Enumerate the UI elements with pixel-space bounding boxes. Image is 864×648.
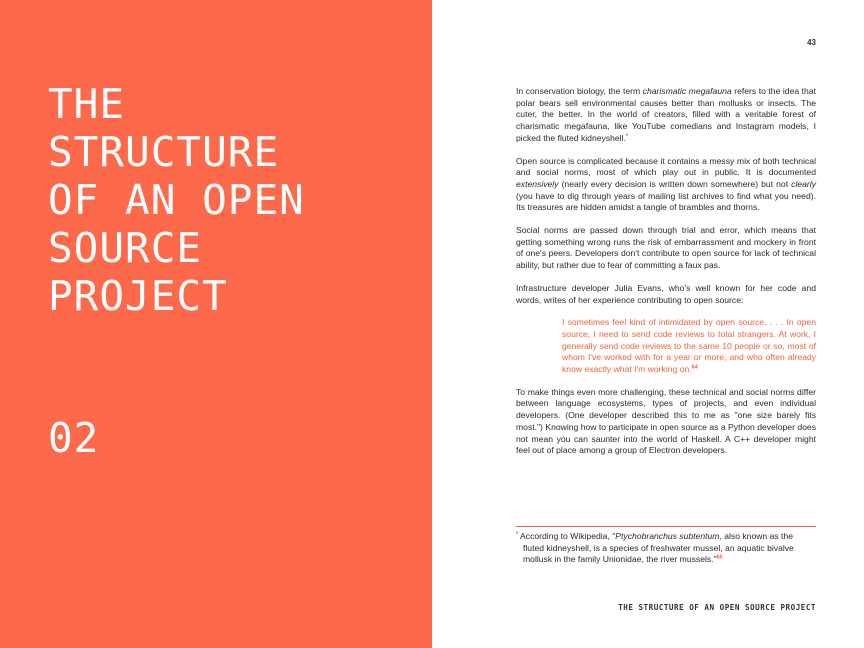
block-quote xyxy=(562,317,816,376)
chapter-title xyxy=(48,80,305,320)
paragraph: Social norms are passed down through trial and error, which means that getting something wrong runs the risk of embarrassment and mockery in front of one's peers. Developers don't contribute to open source for lack of technical ability, but rather due to fear of committing a faux pas. xyxy=(516,225,816,271)
footnote xyxy=(516,531,816,566)
paragraph xyxy=(516,86,816,145)
footnote-mark: * xyxy=(516,531,519,538)
text-run: In conservation biology, the term xyxy=(516,86,643,96)
text-run: (you have to dig through years of mailing list archives to find what you need). Its treasures are hidden amidst a tangle of brambles and thorns. xyxy=(516,190,816,213)
endnote-reference[interactable]: 65 xyxy=(716,554,723,561)
chapter-title-line: PROJECT xyxy=(48,272,228,320)
emphasis-text: charismatic megafauna xyxy=(642,86,732,96)
text-run: , also known as the fluted kidneyshell, is a species of freshwater mussel, an aquatic bivalve mollusk in the family Unionidae, the river mussels." xyxy=(523,531,794,565)
text-run: refers to the idea that polar bears sell environmental causes better than mollusks or insects. The cuter, the better. In the world of creators, filled with a veritable forest of charismatic megafauna, like YouTube comedians and Instagram models, I picked the fluted kidneyshell. xyxy=(516,86,816,143)
footnote-divider xyxy=(516,526,816,527)
text-run: Open source is complicated because it contains a messy mix of both technical and social norms, most of which play out in public. It is documented xyxy=(516,155,816,178)
chapter-title-line: THE xyxy=(48,80,126,128)
paragraph: Infrastructure developer Julia Evans, who's well known for her code and words, writes of her experience contributing to open source: xyxy=(516,282,816,305)
endnote-reference[interactable]: 64 xyxy=(691,364,698,371)
chapter-title-line: OF AN OPEN xyxy=(48,176,305,224)
quote-text: I sometimes feel kind of intimidated by open source. . . . In open source, I need to send code reviews to total strangers. At work, I generally send code reviews to the same 10 people or so, most of whom I've worked with for a year or more, and who often already know exactly what I'm working on. xyxy=(562,317,816,375)
text-run: (nearly every decision is written down somewhere) but not xyxy=(558,178,792,189)
chapter-number: 02 xyxy=(48,414,100,462)
page-number: 43 xyxy=(807,38,816,47)
chapter-title-line: STRUCTURE xyxy=(48,128,280,176)
right-page xyxy=(432,0,864,648)
emphasis-text: clearly xyxy=(791,178,816,189)
text-run: According to Wikipedia, " xyxy=(518,531,616,541)
paragraph: To make things even more challenging, these technical and social norms differ between language ecosystems, types of projects, and even individual developers. (One developer described this to me as "one size barely fits most.") Knowing how to participate in open source as a Python developer does not mean you can saunter into the world of Haskell. A C++ developer might feel out of place among a group of Electron developers. xyxy=(516,386,816,456)
running-footer: THE STRUCTURE OF AN OPEN SOURCE PROJECT xyxy=(618,603,816,612)
emphasis-text: extensively xyxy=(516,178,559,189)
chapter-title-line: SOURCE xyxy=(48,224,203,272)
paragraph xyxy=(516,156,816,215)
footnote-marker[interactable]: * xyxy=(625,133,629,140)
emphasis-text: Ptychobranchus subtentum xyxy=(615,531,720,541)
body-text xyxy=(516,86,816,468)
